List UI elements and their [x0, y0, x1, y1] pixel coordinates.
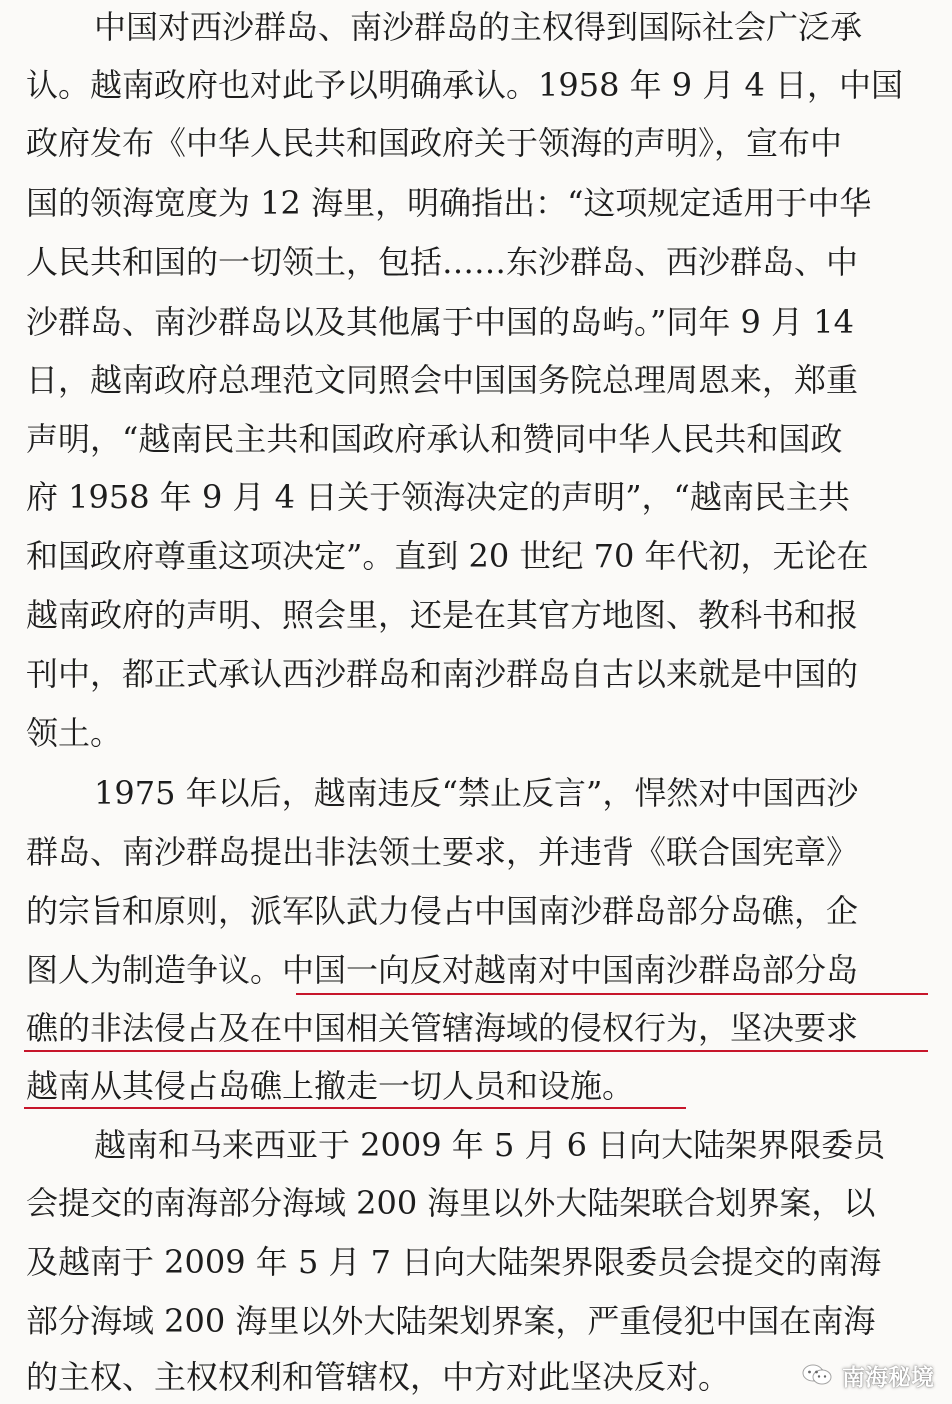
- wechat-icon: [800, 1363, 834, 1387]
- text-line: 中国对西沙群岛、南沙群岛的主权得到国际社会广泛承: [94, 8, 863, 46]
- watermark: [764, 1358, 934, 1392]
- text-line: 政府发布《中华人民共和国政府关于领海的声明》，宣布中: [26, 124, 843, 162]
- text-line: 越南和马来西亚于 2009 年 5 月 6 日向大陆架界限委员: [94, 1126, 886, 1164]
- text-line: 和国政府尊重这项决定”。直到 20 世纪 70 年代初，无论在: [26, 537, 869, 575]
- text-line: 沙群岛、南沙群岛以及其他属于中国的岛屿。”同年 9 月 14: [26, 303, 854, 341]
- text-line: 会提交的南海部分海域 200 海里以外大陆架联合划界案，以: [26, 1184, 876, 1222]
- text-line: 1975 年以后，越南违反“禁止反言”，悍然对中国西沙: [94, 774, 859, 812]
- text-line: 群岛、南沙群岛提出非法领土要求，并违背《联合国宪章》: [26, 833, 859, 871]
- highlight-underline: [24, 1107, 686, 1109]
- text-line: 府 1958 年 9 月 4 日关于领海决定的声明”，“越南民主共: [26, 478, 850, 516]
- text-line: 越南政府的声明、照会里，还是在其官方地图、教科书和报: [26, 596, 859, 634]
- text-line: 图人为制造争议。中国一向反对越南对中国南沙群岛部分岛: [26, 951, 859, 989]
- text-line: 声明，“越南民主共和国政府承认和赞同中华人民共和国政: [26, 420, 843, 458]
- text-line: 国的领海宽度为 12 海里，明确指出：“这项规定适用于中华: [26, 184, 872, 222]
- text-line: 及越南于 2009 年 5 月 7 日向大陆架界限委员会提交的南海: [26, 1243, 882, 1281]
- text-line: 日，越南政府总理范文同照会中国国务院总理周恩来，郑重: [26, 361, 859, 399]
- text-line: 的主权、主权权利和管辖权，中方对此坚决反对。: [26, 1358, 731, 1396]
- watermark-label: 南海秘境: [842, 1364, 934, 1391]
- text-line: 人民共和国的一切领土，包括……东沙群岛、西沙群岛、中: [26, 243, 859, 281]
- text-line: 认。越南政府也对此予以明确承认。1958 年 9 月 4 日，中国: [26, 66, 904, 104]
- text-line: 刊中，都正式承认西沙群岛和南沙群岛自古以来就是中国的: [26, 655, 859, 693]
- text-line: 部分海域 200 海里以外大陆架划界案，严重侵犯中国在南海: [26, 1302, 876, 1340]
- text-line: 礁的非法侵占及在中国相关管辖海域的侵权行为，坚决要求: [26, 1009, 859, 1047]
- highlight-underline: [296, 993, 928, 995]
- text-line: 的宗旨和原则，派军队武力侵占中国南沙群岛部分岛礁，企: [26, 892, 859, 930]
- text-line: 越南从其侵占岛礁上撤走一切人员和设施。: [26, 1067, 635, 1105]
- text-line: 领土。: [26, 714, 123, 752]
- highlight-underline: [24, 1050, 928, 1052]
